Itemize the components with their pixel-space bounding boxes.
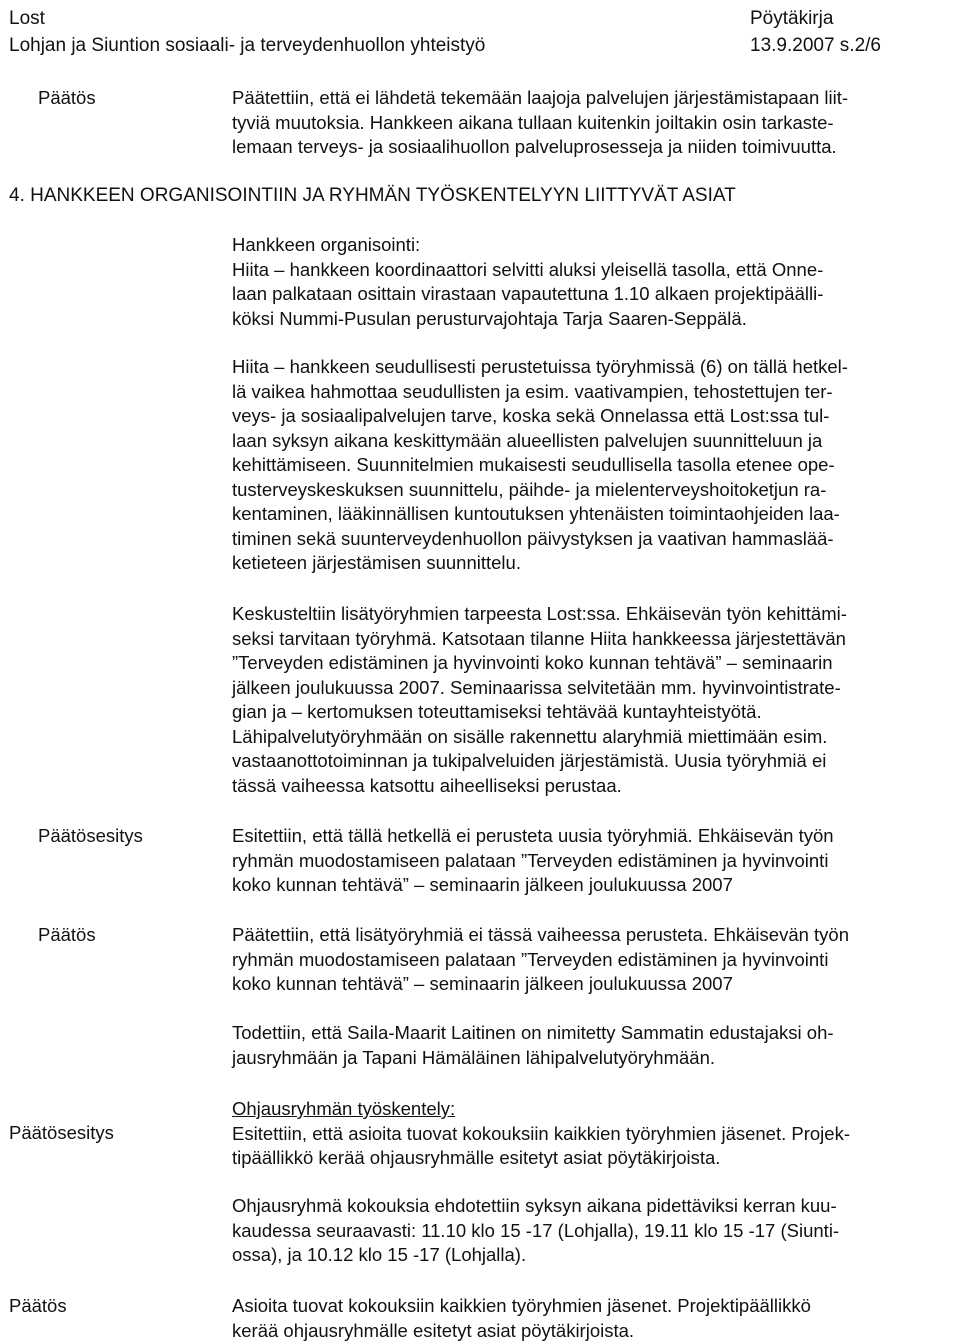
document-header-right (750, 5, 881, 59)
text-line: tusterveyskeskuksen suunnittelu, päihde- ja mielenterveyshoitoketjun ra- (232, 478, 827, 500)
org-short-name: Lost (9, 8, 45, 29)
text-line: laan syksyn aikana keskittymään alueellisten palvelujen suunnitteluun ja (232, 429, 823, 451)
organisation-paragraph-3 (232, 602, 952, 798)
text-line: koko kunnan tehtävä” – seminaarin jälkeen joulukuussa 2007 (232, 973, 733, 994)
text-line: kaudessa seuraavasti: 11.10 klo 15 -17 (Lohjalla), 19.11 klo 15 -17 (Siunti- (232, 1219, 840, 1241)
text-line: Asioita tuovat kokouksiin kaikkien työryhmien jäsenet. Projektipäällikkö (232, 1295, 811, 1316)
organisation-section (232, 233, 952, 331)
text-line: jausryhmään ja Tapani Hämäläinen lähipalvelutyöryhmään. (232, 1046, 715, 1068)
text-line: Hiita – hankkeen koordinaattori selvitti aluksi yleisellä tasolla, että Onne- (232, 258, 824, 280)
text-line: laan palkataan osittain virastaan vapautettuna 1.10 alkaen projektipäälli- (232, 283, 824, 304)
text-line: ossa), ja 10.12 klo 15 -17 (Lohjalla). (232, 1244, 527, 1265)
document-type: Pöytäkirja (750, 8, 834, 29)
text-line: gian ja – kertomuksen toteuttamiseksi tehtävää kuntayhteistyötä. (232, 701, 762, 722)
decision-text-3 (232, 1294, 952, 1343)
appointment-note (232, 1021, 952, 1070)
document-header-left (9, 5, 485, 59)
text-line: ketieteen järjestämisen suunnittelu. (232, 552, 521, 573)
decision-text-1 (232, 86, 952, 160)
text-line: tyviä muutoksia. Hankkeen aikana tullaan kuitenkin joiltakin osin tarkaste- (232, 111, 834, 133)
text-line: ryhmän muodostamiseen palataan ”Terveyden edistäminen ja hyvinvointi (232, 948, 829, 970)
text-line: tässä vaiheessa katsottu aiheelliseksi perustaa. (232, 774, 622, 796)
section-heading: 4. HANKKEEN ORGANISOINTIIN JA RYHMÄN TYÖSKENTELYYN LIITTYVÄT ASIAT (9, 185, 736, 206)
text-line: ryhmän muodostamiseen palataan ”Terveyden edistäminen ja hyvinvointi (232, 849, 829, 871)
proposal-label-1: Päätösesitys (38, 825, 143, 846)
text-line: Keskusteltiin lisätyöryhmien tarpeesta Lost:ssa. Ehkäisevän työn kehittämi- (232, 603, 847, 624)
text-line: veys- ja sosiaalipalvelujen tarve, koska sekä Onnelassa että Lost:ssa tul- (232, 405, 830, 426)
text-line: tipäällikkö kerää ohjausryhmälle esitetyt asiat pöytäkirjoista. (232, 1147, 721, 1168)
text-line: timinen sekä suunterveydenhuollon päivystyksen ja vaativan hammaslää- (232, 527, 834, 549)
text-line: lä vaikea hahmottaa seudullisten ja esim. vaativampien, tehostettujen ter- (232, 380, 833, 402)
text-line: lemaan terveys- ja sosiaalihuollon palveluprosesseja ja niiden toimivuutta. (232, 136, 837, 157)
text-line: Esitettiin, että tällä hetkellä ei perusteta uusia työryhmiä. Ehkäisevän työn (232, 825, 834, 846)
text-line: Hiita – hankkeen seudullisesti perustetuissa työryhmissä (6) on tällä hetkel- (232, 356, 848, 377)
document-date-page: 13.9.2007 s.2/6 (750, 35, 881, 56)
text-line: kentaminen, lääkinnällisen kuntoutuksen yhtenäisten toimintaohjeiden laa- (232, 503, 840, 524)
text-line: Päätettiin, että lisätyöryhmiä ei tässä vaiheessa perusteta. Ehkäisevän työn (232, 924, 850, 945)
text-line: Esitettiin, että asioita tuovat kokouksiin kaikkien työryhmien jäsenet. Projek- (232, 1122, 850, 1144)
text-line: kerää ohjausryhmälle esitetyt asiat pöytäkirjoista. (232, 1319, 635, 1341)
text-line: ”Terveyden edistäminen ja hyvinvointi koko kunnan tehtävä” – seminaarin (232, 652, 833, 673)
steering-subheading: Ohjausryhmän työskentely: (232, 1098, 456, 1119)
text-line: Todettiin, että Saila-Maarit Laitinen on nimitetty Sammatin edustajaksi oh- (232, 1022, 834, 1043)
organisation-paragraph-2 (232, 355, 952, 576)
steering-section (232, 1097, 952, 1171)
decision-text-2 (232, 923, 952, 997)
decision-label-2: Päätös (38, 924, 96, 945)
proposal-label-2: Päätösesitys (9, 1122, 114, 1143)
org-full-name: Lohjan ja Siuntion sosiaali- ja terveydenhuollon yhteistyö (9, 35, 486, 56)
meeting-schedule (232, 1194, 952, 1268)
text-line: kehittämiseen. Suunnitelmien mukaisesti seudullisella tasolla etenee ope- (232, 454, 835, 475)
decision-label-1: Päätös (38, 87, 96, 108)
text-line: jälkeen joulukuussa 2007. Seminaarissa selvitetään mm. hyvinvointistrate- (232, 676, 841, 698)
text-line: Päätettiin, että ei lähdetä tekemään laajoja palvelujen järjestämistapaan liit- (232, 87, 849, 108)
text-line: Lähipalvelutyöryhmään on sisälle rakennettu alaryhmiä miettimään esim. (232, 725, 828, 747)
organisation-subheading: Hankkeen organisointi: (232, 234, 421, 255)
text-line: Ohjausryhmä kokouksia ehdotettiin syksyn aikana pidettäviksi kerran kuu- (232, 1195, 837, 1216)
text-line: koko kunnan tehtävä” – seminaarin jälkeen joulukuussa 2007 (232, 874, 733, 895)
decision-label-3: Päätös (9, 1295, 67, 1316)
text-line: köksi Nummi-Pusulan perusturvajohtaja Tarja Saaren-Seppälä. (232, 307, 747, 329)
text-line: vastaanottotoiminnan ja tukipalveluiden järjestämistä. Uusia työryhmiä ei (232, 750, 827, 771)
text-line: seksi tarvitaan työryhmä. Katsotaan tilanne Hiita hankkeessa järjestettävän (232, 627, 846, 649)
proposal-text-1 (232, 824, 952, 898)
